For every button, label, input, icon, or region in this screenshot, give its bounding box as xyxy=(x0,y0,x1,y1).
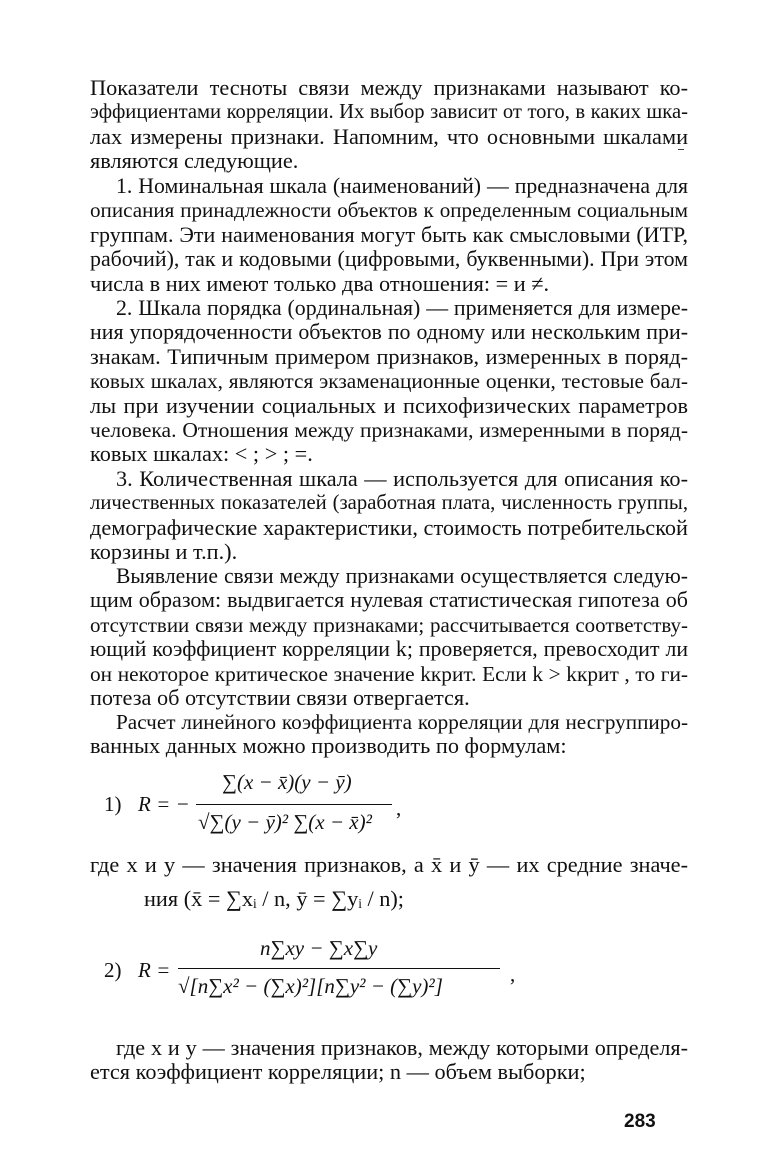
detect-line-5: он некоторое критическое значение kкрит. Если k > kкрит , то ги- xyxy=(90,661,688,686)
formula-1-denominator: √∑(y − ȳ)² ∑(x − x̄)² xyxy=(198,810,372,834)
formula-1-tail: , xyxy=(396,796,402,820)
item1-line-2: описания принадлежности объектов к определенным социальным xyxy=(90,198,688,223)
item2-line-3: знакам. Типичным примером признаков, измеренных в поряд- xyxy=(90,343,688,369)
intro-line-4: являются следующие. xyxy=(90,148,299,174)
item2-line-1: 2. Шкала порядка (ординальная) — применяется для измере- xyxy=(116,296,688,320)
detect-line-1: Выявление связи между признаками осуществляется следую- xyxy=(116,564,688,588)
formula-1-label: 1) xyxy=(104,792,122,816)
calc-line-1: Расчет линейного коэффициента корреляции для несгруппиро- xyxy=(116,710,688,734)
detect-line-4: ющий коэффициент корреляции k; проверяется, превосходит ли xyxy=(90,637,688,662)
item3-line-2: личественных показателей (заработная плата, численность группы, xyxy=(90,492,688,515)
calc-line-2: ванных данных можно производить по формулам: xyxy=(90,733,567,759)
detect-line-3: отсутствии связи между признаками; рассчитывается соответству- xyxy=(90,612,688,637)
item2-line-6: человека. Отношения между признаками, измеренными в поряд- xyxy=(90,418,688,443)
where1-line-1: где x и y — значения признаков, а x̄ и ȳ — их средние значе- xyxy=(90,852,688,877)
formula-2-tail: , xyxy=(510,962,516,986)
formula-1-lhs: R = − xyxy=(138,792,190,816)
paragraph-detect xyxy=(90,564,688,710)
paragraph-intro xyxy=(90,76,688,174)
formula-1 xyxy=(104,770,424,840)
paragraph-calc xyxy=(90,710,688,759)
page-number: 283 xyxy=(624,1111,656,1132)
text-line xyxy=(90,76,688,100)
item3-line-4: корзины и т.п.). xyxy=(90,539,238,565)
where2-line-2: ется коэффициент корреляции; n — объем выборки; xyxy=(90,1059,586,1085)
formula-2-fraction xyxy=(178,936,508,1008)
formula-1-fraction xyxy=(196,770,396,840)
item3-line-1: 3. Количественная шкала — используется для описания ко- xyxy=(116,466,688,491)
formula-1-bar xyxy=(196,804,392,805)
item1-line-5: числа в них имеют только два отношения: = и ≠. xyxy=(90,270,550,296)
where2-line-1: где x и y — значения признаков, между которыми определя- xyxy=(116,1035,688,1060)
intro-line-2: эффициентами корреляции. Их выбор зависит от того, в каких шка- xyxy=(90,101,688,124)
intro-line-1: Показатели тесноты связи между признаками называют ко- xyxy=(90,75,688,100)
paragraph-item2 xyxy=(90,296,688,467)
formula-2 xyxy=(104,936,524,1008)
where1-line-2: ния (x̄ = ∑xᵢ / n, ȳ = ∑yᵢ / n); xyxy=(144,886,404,912)
item2-line-7: ковых шкалах: < ; > ; =. xyxy=(90,441,313,467)
paragraph-item1 xyxy=(90,174,688,296)
formula-2-numerator: n∑xy − ∑x∑y xyxy=(260,936,378,960)
paragraph-where2 xyxy=(90,1036,688,1085)
paragraph-where1 xyxy=(90,853,688,912)
item1-line-4: рабочий), так и кодовыми (цифровыми, буквенными). При этом xyxy=(90,246,688,272)
item2-line-5: лы при изучении социальных и психофизических параметров xyxy=(90,392,688,418)
item2-line-4: ковых шкалах, являются экзаменационные оценки, тестовые бал- xyxy=(90,369,688,394)
formula-2-label: 2) xyxy=(104,958,122,982)
item2-line-2: ния упорядоченности объектов по одному или нескольким при- xyxy=(90,319,688,345)
detect-line-6: потеза об отсутствии связи отвергается. xyxy=(90,685,470,711)
paragraph-item3 xyxy=(90,467,688,565)
item3-line-3: демографические характеристики, стоимость потребительской xyxy=(90,514,688,540)
formula-2-denominator: √[n∑x² − (∑x)²][n∑y² − (∑y)²] xyxy=(178,974,443,998)
formula-2-lhs: R = xyxy=(138,958,171,982)
detect-line-2: щим образом: выдвигается нулевая статистическая гипотеза об xyxy=(90,587,688,613)
item1-line-1: 1. Номинальная шкала (наименований) — предназначена для xyxy=(116,174,688,198)
intro-line-3: лах измерены признаки. Напомним, что основными шкалами xyxy=(90,123,688,149)
formula-1-numerator: ∑(x − x̄)(y − ȳ) xyxy=(222,770,352,794)
item1-line-3: группам. Эти наименования могут быть как смысловыми (ИТР, xyxy=(90,221,688,247)
formula-2-bar xyxy=(178,968,500,969)
